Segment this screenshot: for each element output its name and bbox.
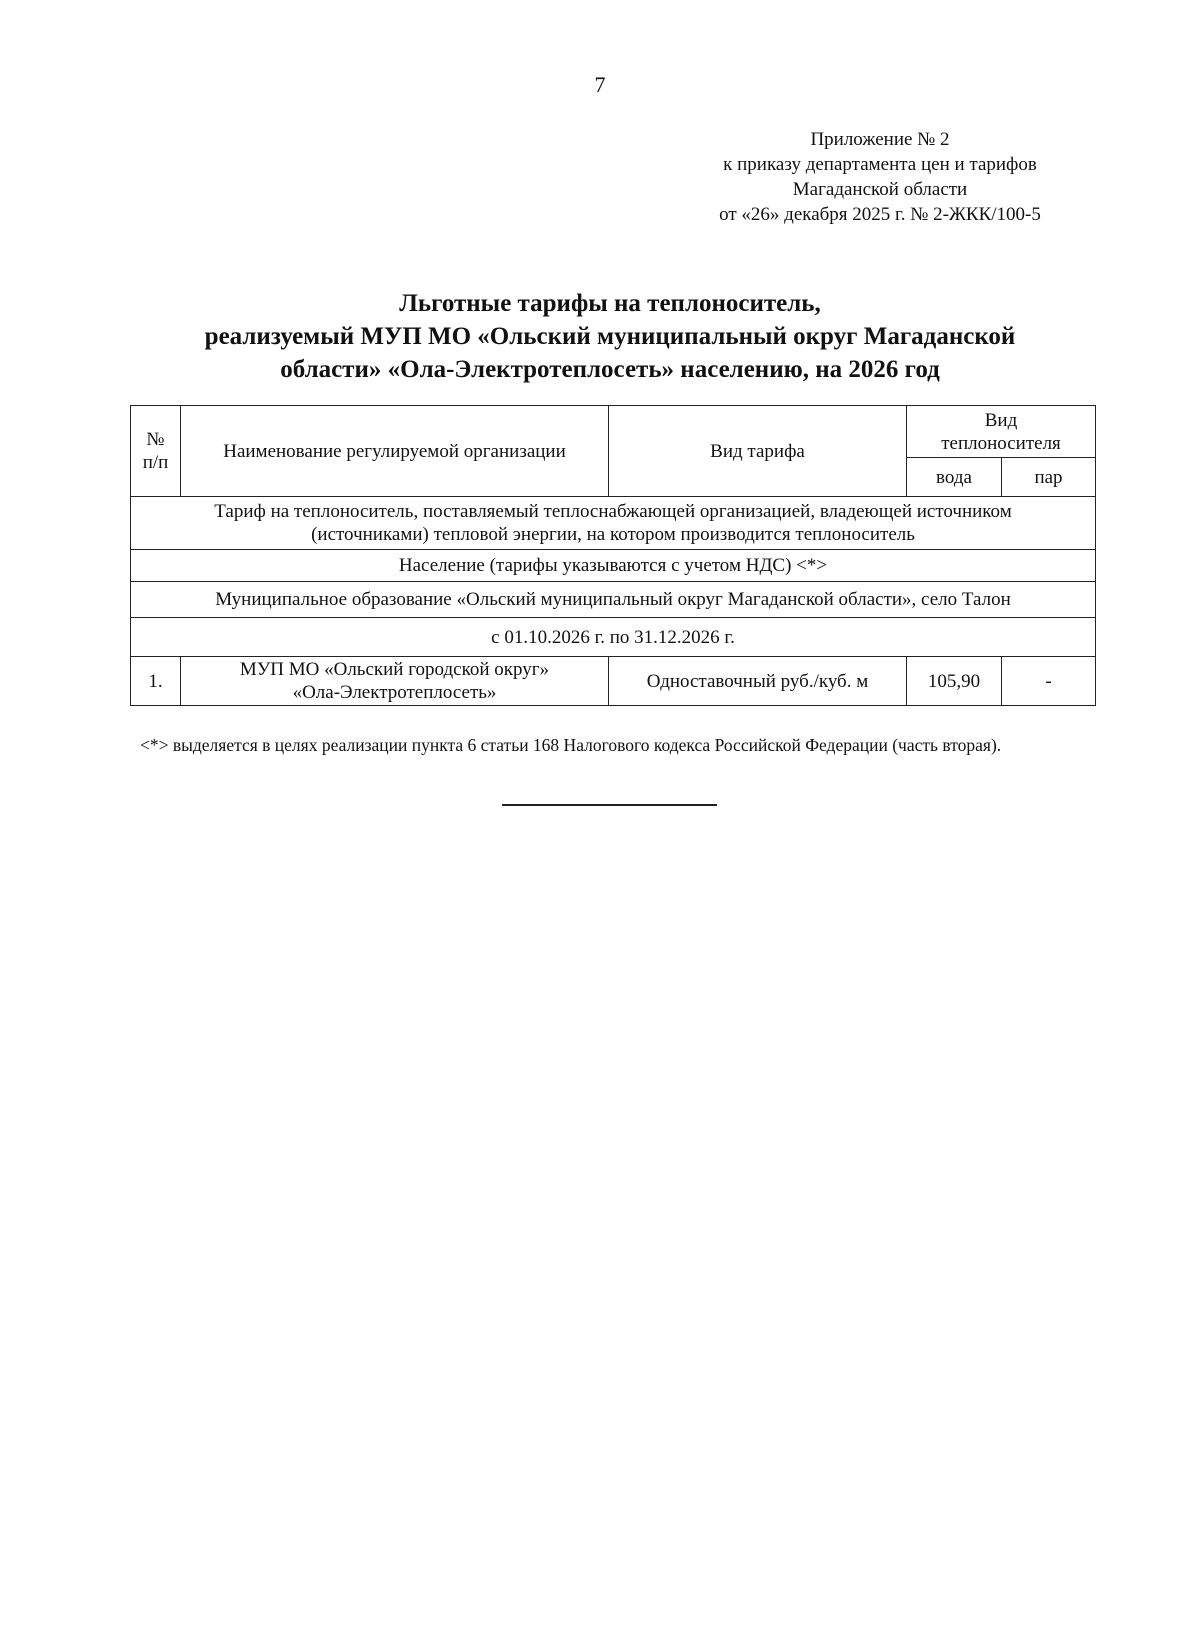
municipality-row bbox=[131, 582, 1096, 618]
row-organization-line: МУП МО «Ольский городской округ» bbox=[239, 659, 550, 680]
page-number: 7 bbox=[594, 72, 606, 97]
municipality-cell: Муниципальное образование «Ольский муниципальный округ Магаданской области», село Талон bbox=[131, 582, 1096, 618]
header-carrier-line: теплоносителя bbox=[941, 432, 1061, 454]
header-carrier-line: Вид bbox=[984, 409, 1018, 431]
table-header-row bbox=[131, 406, 1096, 458]
appendix-line: Магаданской области bbox=[792, 179, 968, 200]
title-line: области» «Ола-Электротеплосеть» населению, на 2026 год bbox=[280, 356, 940, 383]
tariff-table bbox=[130, 405, 1096, 706]
header-carrier-type bbox=[907, 406, 1096, 458]
appendix-line: Приложение № 2 bbox=[810, 129, 950, 150]
section-line: (источниками) тепловой энергии, на котором производится теплоноситель bbox=[311, 524, 915, 545]
header-number bbox=[131, 406, 181, 497]
title-line: Льготные тарифы на теплоноситель, bbox=[399, 290, 821, 317]
section-line: Тариф на теплоноситель, поставляемый теплоснабжающей организацией, владеющей источником bbox=[214, 501, 1012, 522]
row-number: 1. bbox=[131, 657, 181, 706]
appendix-reference bbox=[660, 127, 1100, 227]
header-tariff-type: Вид тарифа bbox=[609, 406, 907, 497]
row-water-value: 105,90 bbox=[907, 657, 1002, 706]
footnote: <*> выделяется в целях реализации пункта 6 статьи 168 Налогового кодекса Российской Федерации (часть вторая). bbox=[140, 735, 1002, 755]
section-cell bbox=[131, 497, 1096, 550]
population-row bbox=[131, 550, 1096, 582]
header-organization: Наименование регулируемой организации bbox=[181, 406, 609, 497]
period-cell: с 01.10.2026 г. по 31.12.2026 г. bbox=[131, 618, 1096, 657]
row-steam-value: - bbox=[1002, 657, 1096, 706]
appendix-line: к приказу департамента цен и тарифов bbox=[723, 154, 1037, 175]
population-cell: Население (тарифы указываются с учетом НДС) <*> bbox=[131, 550, 1096, 582]
header-number-line: п/п bbox=[142, 452, 169, 473]
header-steam: пар bbox=[1002, 458, 1096, 497]
title-line: реализуемый МУП МО «Ольский муниципальный округ Магаданской bbox=[204, 323, 1016, 350]
section-row bbox=[131, 497, 1096, 550]
table-row bbox=[131, 657, 1096, 706]
document-title bbox=[110, 287, 1110, 386]
end-divider bbox=[502, 804, 717, 806]
row-organization-line: «Ола-Электротеплосеть» bbox=[292, 682, 497, 703]
appendix-line: от «26» декабря 2025 г. № 2-ЖКК/100-5 bbox=[719, 204, 1041, 225]
period-row bbox=[131, 618, 1096, 657]
row-tariff-type: Одноставочный руб./куб. м bbox=[609, 657, 907, 706]
header-water: вода bbox=[907, 458, 1002, 497]
row-organization bbox=[181, 657, 609, 706]
header-number-line: № bbox=[146, 429, 165, 450]
